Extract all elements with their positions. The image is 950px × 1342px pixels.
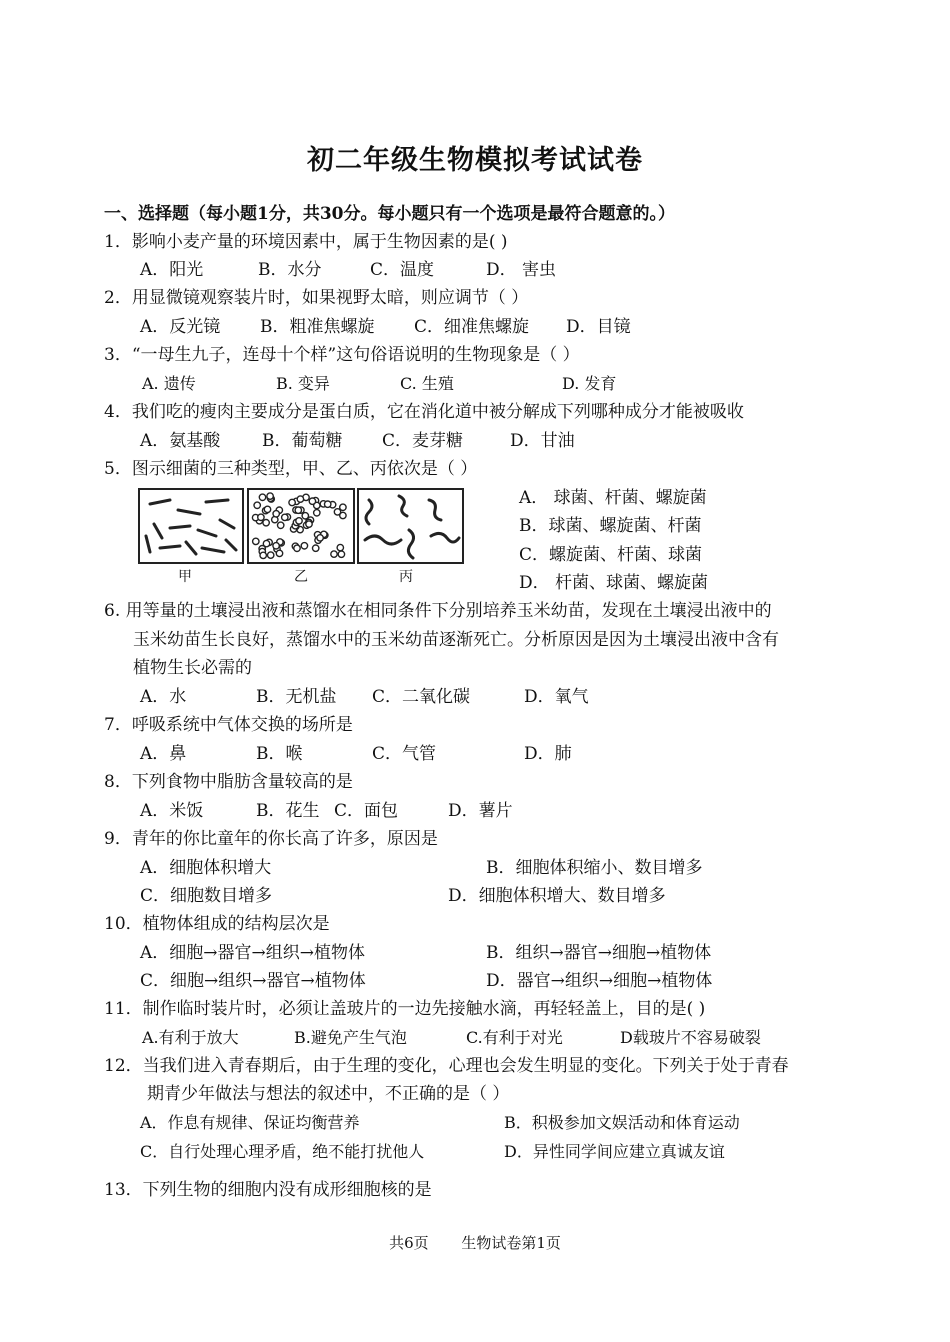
footer-total-pages: 共6页 [389, 1234, 429, 1252]
q2-option-b: B．粗准焦螺旋 [260, 317, 375, 337]
q12-option-d: D．异性同学间应建立真诚友谊 [504, 1142, 725, 1161]
q12-option-b: B．积极参加文娱活动和体育运动 [504, 1113, 740, 1132]
question-5-stem: 5．图示细菌的三种类型，甲、乙、丙依次是（ ） [104, 459, 478, 479]
q6-option-c: C．二氧化碳 [372, 687, 471, 707]
footer-page-number: 生物试卷第1页 [461, 1234, 561, 1252]
q3-option-c: C. 生殖 [400, 374, 454, 393]
q4-option-a: A．氨基酸 [140, 431, 221, 451]
q8-option-a: A．米饭 [140, 801, 204, 821]
q8-option-c: C．面包 [334, 801, 399, 821]
q4-option-d: D．甘油 [510, 431, 575, 451]
question-3-stem: 3．“一母生九子，连母十个样”这句俗语说明的生物现象是（ ） [104, 345, 580, 365]
q1-option-b: B．水分 [258, 260, 322, 280]
question-6-line-1: 6. 用等量的土壤浸出液和蒸馏水在相同条件下分别培养玉米幼苗，发现在土壤浸出液中的 [104, 601, 772, 621]
q10-option-c: C．细胞→组织→器官→植物体 [140, 971, 366, 991]
q1-option-a: A．阳光 [140, 260, 204, 280]
q9-option-b: B．细胞体积缩小、数目增多 [486, 858, 703, 878]
question-10-stem: 10．植物体组成的结构层次是 [104, 914, 330, 934]
q11-option-c: C.有利于对光 [466, 1028, 563, 1047]
q10-option-b: B．组织→器官→细胞→植物体 [486, 943, 712, 963]
q6-option-d: D．氧气 [524, 687, 589, 707]
question-11-stem: 11．制作临时装片时，必须让盖玻片的一边先接触水滴，再轻轻盖上，目的是( ) [104, 999, 706, 1019]
q5-option-c: C．螺旋菌、杆菌、球菌 [519, 545, 703, 565]
q2-option-a: A．反光镜 [140, 317, 221, 337]
question-9-stem: 9．青年的你比童年的你长高了许多，原因是 [104, 829, 438, 849]
question-1-stem: 1．影响小麦产量的环境因素中，属于生物因素的是( ) [104, 232, 508, 252]
q12-option-c: C．自行处理心理矛盾，绝不能打扰他人 [140, 1142, 425, 1161]
q1-option-c: C．温度 [370, 260, 435, 280]
bacteria-panel-yi [247, 488, 355, 564]
spiral-bacteria-illustration [359, 490, 462, 562]
exam-title: 初二年级生物模拟考试试卷 [307, 145, 643, 176]
q4-option-c: C．麦芽糖 [382, 431, 464, 451]
q9-option-d: D．细胞体积增大、数目增多 [448, 886, 666, 906]
q8-option-d: D．薯片 [448, 801, 513, 821]
question-13-stem: 13．下列生物的细胞内没有成形细胞核的是 [104, 1180, 432, 1200]
q8-option-b: B．花生 [256, 801, 320, 821]
q11-option-a: A.有利于放大 [142, 1028, 239, 1047]
q3-option-d: D. 发育 [562, 374, 617, 393]
question-2-stem: 2．用显微镜观察装片时，如果视野太暗，则应调节（ ） [104, 288, 529, 308]
q3-option-b: B. 变异 [276, 374, 330, 393]
bacteria-panel-jia [138, 488, 244, 564]
q10-option-d: D．器官→组织→细胞→植物体 [486, 971, 713, 991]
q2-option-d: D．目镜 [566, 317, 631, 337]
q4-option-b: B．葡萄糖 [262, 431, 343, 451]
question-12-line-2: 期青少年做法与想法的叙述中，不正确的是（ ） [147, 1084, 510, 1104]
q12-option-a: A．作息有规律、保证均衡营养 [140, 1113, 360, 1132]
q3-option-a: A. 遗传 [142, 374, 196, 393]
q1-option-d: D． 害虫 [486, 260, 557, 280]
q9-option-c: C．细胞数目增多 [140, 886, 273, 906]
figure-label-jia: 甲 [178, 569, 192, 585]
page-footer [0, 1232, 950, 1253]
figure-label-bing: 丙 [399, 569, 413, 585]
question-4-stem: 4．我们吃的瘦肉主要成分是蛋白质，它在消化道中被分解成下列哪种成分才能被吸收 [104, 402, 744, 422]
q6-option-b: B．无机盐 [256, 687, 337, 707]
question-8-stem: 8．下列食物中脂肪含量较高的是 [104, 772, 353, 792]
q2-option-c: C．细准焦螺旋 [414, 317, 530, 337]
q7-option-d: D．肺 [524, 744, 572, 764]
question-6-line-3: 植物生长必需的 [133, 658, 252, 678]
figure-label-yi: 乙 [294, 569, 308, 585]
q5-option-b: B．球菌、螺旋菌、杆菌 [519, 516, 702, 536]
q7-option-b: B．喉 [256, 744, 303, 764]
q5-option-d: D． 杆菌、球菌、螺旋菌 [519, 573, 709, 593]
cocci-bacteria-illustration [249, 490, 353, 562]
q6-option-a: A．水 [140, 687, 187, 707]
q7-option-c: C．气管 [372, 744, 437, 764]
q11-option-d: D载玻片不容易破裂 [620, 1028, 761, 1047]
question-6-line-2: 玉米幼苗生长良好，蒸馏水中的玉米幼苗逐渐死亡。分析原因是因为土壤浸出液中含有 [133, 630, 779, 650]
bacteria-panel-bing [357, 488, 464, 564]
q5-option-a: A． 球菌、杆菌、螺旋菌 [519, 488, 707, 508]
q9-option-a: A．细胞体积增大 [140, 858, 272, 878]
question-12-line-1: 12．当我们进入青春期后，由于生理的变化，心理也会发生明显的变化。下列关于处于青春 [104, 1056, 789, 1076]
q10-option-a: A．细胞→器官→组织→植物体 [140, 943, 366, 963]
q11-option-b: B.避免产生气泡 [294, 1028, 407, 1047]
q7-option-a: A．鼻 [140, 744, 187, 764]
rod-bacteria-illustration [140, 490, 242, 562]
section-heading: 一、选择题（每小题1分，共30分。每小题只有一个选项是最符合题意的。） [104, 204, 675, 224]
question-7-stem: 7．呼吸系统中气体交换的场所是 [104, 715, 353, 735]
